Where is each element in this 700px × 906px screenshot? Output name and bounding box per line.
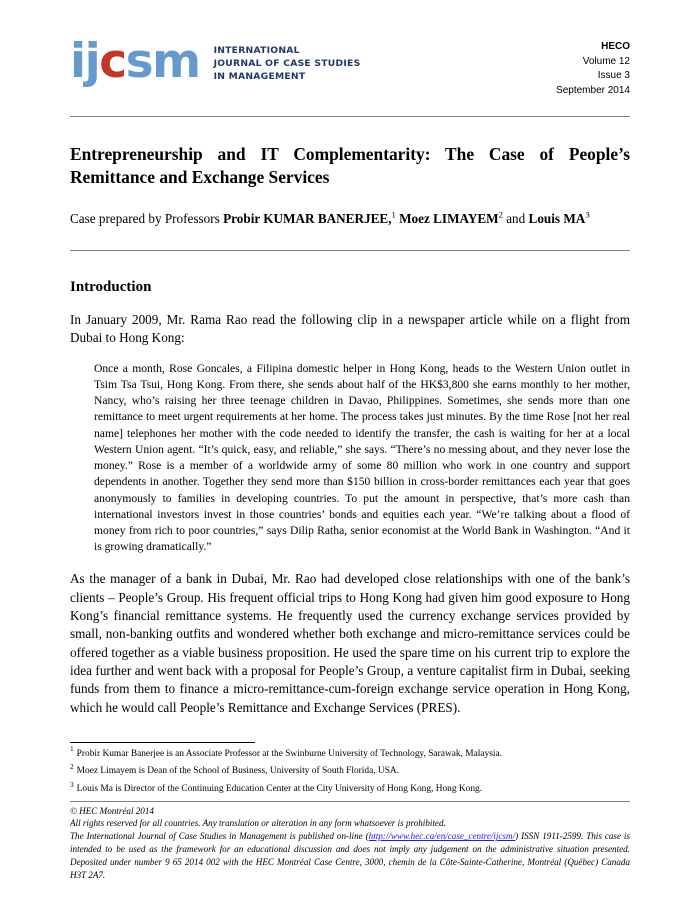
publisher-name: HECO <box>601 41 630 52</box>
journal-name <box>214 40 361 83</box>
author-2: Moez LIMAYEM <box>399 210 499 226</box>
publication-date: September 2014 <box>556 84 630 96</box>
footnote-item <box>70 762 630 778</box>
footnote-marker: 2 <box>70 762 74 772</box>
author-2-footnote-marker: 2 <box>498 209 503 220</box>
intro-paragraph: In January 2009, Mr. Rama Rao read the following clip in a newspaper article while on a flight from Dubai to Hong Kong: <box>70 312 630 346</box>
journal-url-link[interactable]: http://www.hec.ca/en/case_centre/ijcsm/ <box>368 831 516 842</box>
footnote-text: Louis Ma is Director of the Continuing Education Center at the City University of Hong Kong, Hong Kong. <box>76 783 483 794</box>
copyright-line: © HEC Montréal 2014 <box>70 805 154 816</box>
footnote-item <box>70 744 630 761</box>
issue-info <box>556 38 630 98</box>
logo-text-last: sm <box>125 34 200 89</box>
footnote-marker: 3 <box>70 779 74 789</box>
page-footer <box>70 742 630 883</box>
journal-brand <box>70 34 361 89</box>
section-heading-introduction: Introduction <box>70 279 152 296</box>
author-3: Louis MA <box>528 210 586 226</box>
masthead <box>70 0 630 98</box>
issn-line-prefix: The International Journal of Case Studies in Management is published on-line ( <box>70 831 369 842</box>
issn-line-suffix: ) ISSN 1911-2599. <box>515 831 584 842</box>
byline <box>70 210 630 228</box>
copyright-block <box>70 805 630 882</box>
journal-name-line-2: JOURNAL OF CASE STUDIES <box>213 57 361 69</box>
copyright-divider <box>70 801 630 802</box>
volume-label: Volume 12 <box>582 55 630 67</box>
journal-name-line-1: INTERNATIONAL <box>213 44 300 56</box>
author-3-footnote-marker: 3 <box>585 209 590 220</box>
byline-sep-2: and <box>502 210 529 226</box>
body-paragraph: As the manager of a bank in Dubai, Mr. Rao had developed close relationships with one of the bank’s clients – People’s Group. His frequent official trips to Hong Kong had given him good exposure to Hong Kong’s financial remittance systems. He frequently used the currency exchange services provided by small, non-banking outfits and wondered whether both exchange and micro-remittance services could be offered together as a viable business proposition. He used the spare time on his current trip to explore the idea further and went back with a proposal for People’s Group, a venture capitalist firm in Dubai, seeking funds from them to finance a micro-remittance-cum-foreign exchange service operation in Hong Kong, which he would call People’s Remittance and Exchange Services (PRES). <box>70 571 630 715</box>
author-1-footnote-marker: 1 <box>391 209 396 220</box>
journal-name-line-3: IN MANAGEMENT <box>213 70 306 82</box>
newspaper-quote: Once a month, Rose Goncales, a Filipina domestic helper in Hong Kong, heads to the Western Union outlet in Tsim Tsa Tsui, Hong Kong. From there, she sends about half of the HK$3,800 she earns monthly to her mother, Nancy, who’s raising her three teenage children in Davao, Philippines. Sometimes, she sends more than one remittance to meet urgent requirements at her home. The process takes just minutes. By the time Rose [not her real name] telephones her mother with the code needed to identify the transfer, the cash is waiting for her at a local Western Union agent. “It’s quick, easy, and reliable,” she says. “There’s no messing about, and they never lose the money.” Rose is a member of a worldwide army of some 80 million who work in one country and support dependents in another. Together they send more than $150 billion in cross-border remittances each year that goes anonymously to families in developing countries. To put the amount in perspective, that’s more cash than international investors invest in those countries’ bonds and equities each year. “We’re talking about a flood of money from rich to poor countries,” says Dilip Ratha, senior economist at the World Bank in Washington. “And it is growing dramatically.” <box>94 361 630 554</box>
issue-label: Issue 3 <box>597 70 630 81</box>
author-1: Probir KUMAR BANERJEE, <box>223 210 392 226</box>
logo-text-first: ij <box>70 34 100 89</box>
deposit-note: This case is intended to be used as the framework for an educational discussion and does not imply any judgement on the administrative situation presented. Deposited under number 9 65 2014 002 with the HEC Montréal Case Centre, 3000, chemin de la Côte-Sainte-Catherine, Montréal (Québec) Canada H3T 2A7. <box>70 831 630 881</box>
byline-divider <box>70 250 630 251</box>
footnote-text: Moez Limayem is Dean of the School of Business, University of South Florida, USA. <box>76 766 400 777</box>
footnote-item <box>70 779 630 796</box>
header-divider <box>70 116 630 117</box>
footnote-separator <box>70 742 255 743</box>
ijcsm-logo-icon <box>70 34 200 89</box>
byline-prefix: Case prepared by Professors <box>70 210 224 226</box>
logo-text-accent: c <box>99 34 126 89</box>
rights-line: All rights reserved for all countries. Any translation or alteration in any form whatsoever is prohibited. <box>70 818 446 829</box>
page-title: Entrepreneurship and IT Complementarity: The Case of People’s Remittance and Exchange Services <box>70 144 630 188</box>
footnote-marker: 1 <box>70 744 74 754</box>
footnote-text: Probir Kumar Banerjee is an Associate Professor at the Swinburne University of Technology, Sarawak, Malaysia. <box>76 748 502 759</box>
